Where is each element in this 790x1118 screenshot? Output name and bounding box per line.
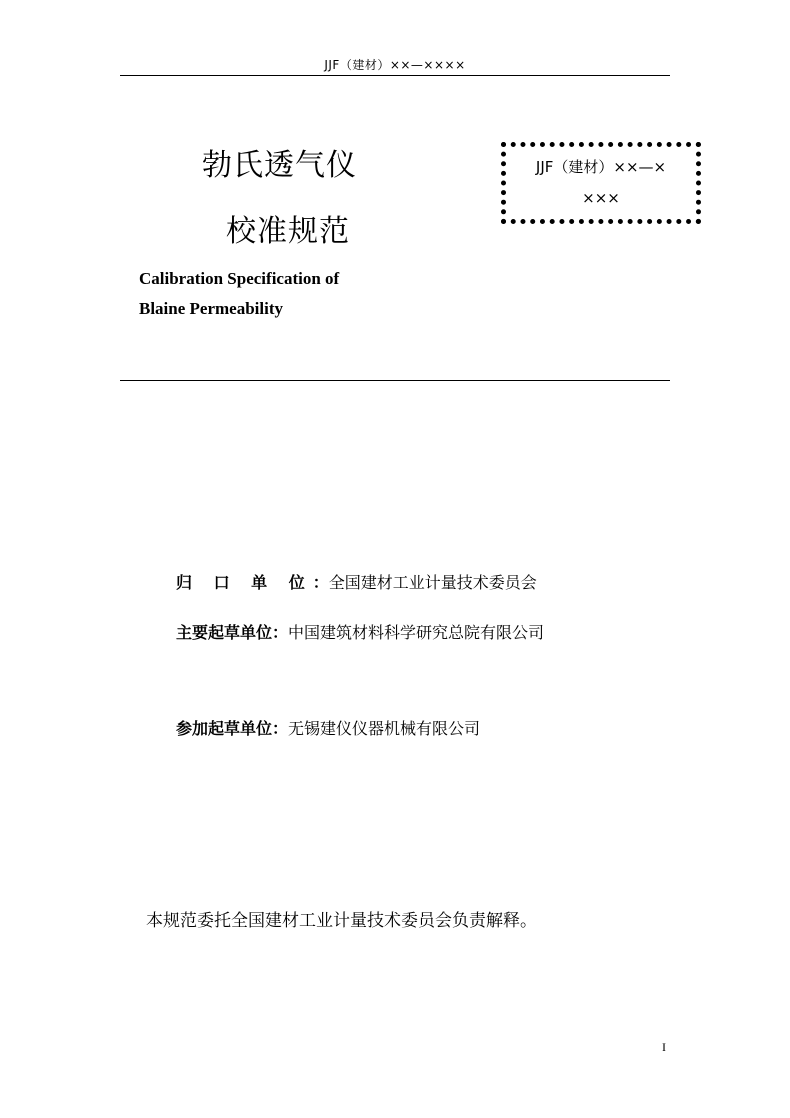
title-en-line2: Blaine Permeability	[139, 299, 284, 318]
title-divider	[120, 380, 670, 381]
org-participating-drafter-colon: ：	[272, 719, 289, 738]
org-participating-drafter-label: 参加起草单位	[176, 719, 273, 738]
title-cn-line2: 校准规范	[226, 214, 350, 249]
title-en	[139, 264, 339, 324]
title-en-line1: Calibration Specification of	[139, 269, 340, 288]
header-code: JJF（建材）××—××××	[324, 58, 466, 72]
title-cn-line1: 勃氏透气仪	[202, 148, 357, 183]
org-centralized-value: 全国建材工业计量技术委员会	[328, 573, 537, 592]
org-main-drafter-label: 主要起草单位	[176, 623, 273, 642]
org-participating-drafter-value: 无锡建仪仪器机械有限公司	[288, 719, 481, 738]
stamp-line2: ×××	[582, 189, 620, 207]
org-centralized-label: 归 口 单 位	[176, 573, 313, 592]
page-number: I	[662, 1040, 666, 1054]
code-stamp-box	[501, 142, 701, 224]
org-centralized	[176, 570, 537, 593]
header-divider	[120, 75, 670, 76]
org-main-drafter	[176, 620, 544, 643]
org-centralized-colon: ：	[312, 573, 329, 592]
org-participating-drafter	[176, 716, 480, 739]
org-main-drafter-colon: ：	[272, 623, 289, 642]
stamp-line1: JJF（建材）××—×	[535, 158, 667, 176]
interpretation-statement: 本规范委托全国建材工业计量技术委员会负责解释。	[146, 911, 537, 931]
org-main-drafter-value: 中国建筑材料科学研究总院有限公司	[288, 623, 545, 642]
